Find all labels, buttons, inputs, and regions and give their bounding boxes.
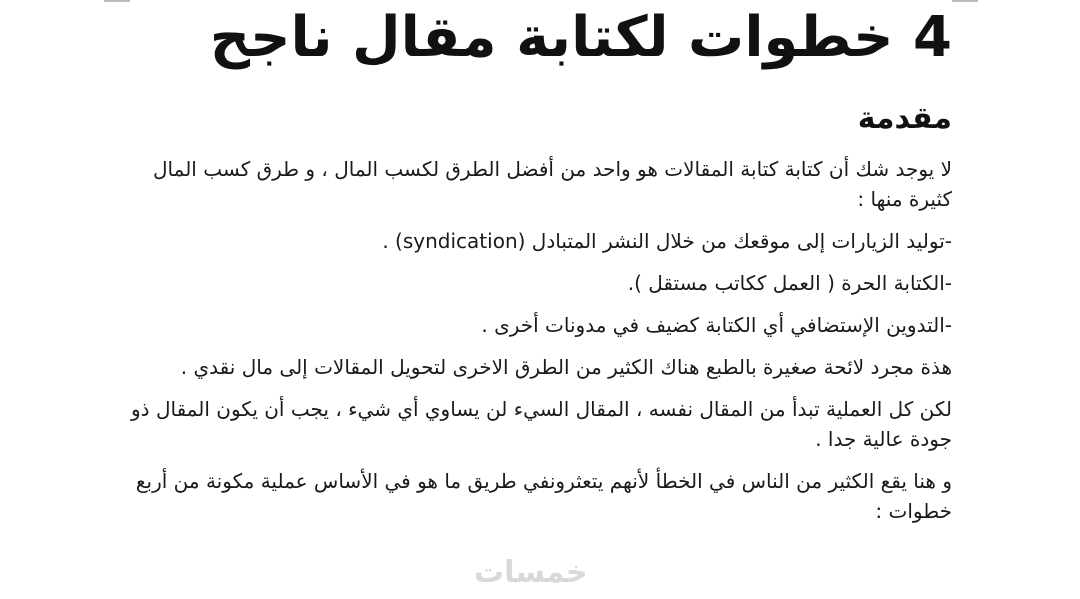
article bbox=[130, 0, 952, 538]
paragraph-quality: لكن كل العملية تبدأ من المقال نفسه ، المقال السيء لن يساوي أي شيء ، يجب أن يكون المقال ذو جودة عالية جدا . bbox=[131, 397, 952, 451]
paragraph-freelance: -الكتابة الحرة ( العمل ككاتب مستقل ). bbox=[627, 271, 952, 295]
paragraph-syndication: -توليد الزيارات إلى موقعك من خلال النشر المتبادل (syndication) . bbox=[382, 229, 952, 253]
top-right-edge-mark bbox=[952, 0, 978, 2]
khamsat-watermark-logo: خمسات bbox=[474, 555, 588, 590]
section-heading: مقدمة bbox=[857, 101, 952, 136]
top-left-edge-mark bbox=[104, 0, 130, 2]
paragraph-guest-blogging: -التدوين الإستضافي أي الكتابة كضيف في مدونات أخرى . bbox=[481, 313, 952, 337]
article-body bbox=[130, 154, 952, 526]
paragraph-list-note: هذة مجرد لائحة صغيرة بالطبع هناك الكثير من الطرق الاخرى لتحويل المقالات إلى مال نقدي . bbox=[180, 355, 952, 379]
article-title: 4 خطوات لكتابة مقال ناجح bbox=[209, 5, 952, 70]
paragraph-intro: لا يوجد شك أن كتابة كتابة المقالات هو واحد من أفضل الطرق لكسب المال ، و طرق كسب المال كثيرة منها : bbox=[153, 157, 952, 211]
paragraph-four-steps: و هنا يقع الكثير من الناس في الخطأ لأنهم يتعثرونفي طريق ما هو في الأساس عملية مكونة من أربع خطوات : bbox=[135, 469, 952, 523]
